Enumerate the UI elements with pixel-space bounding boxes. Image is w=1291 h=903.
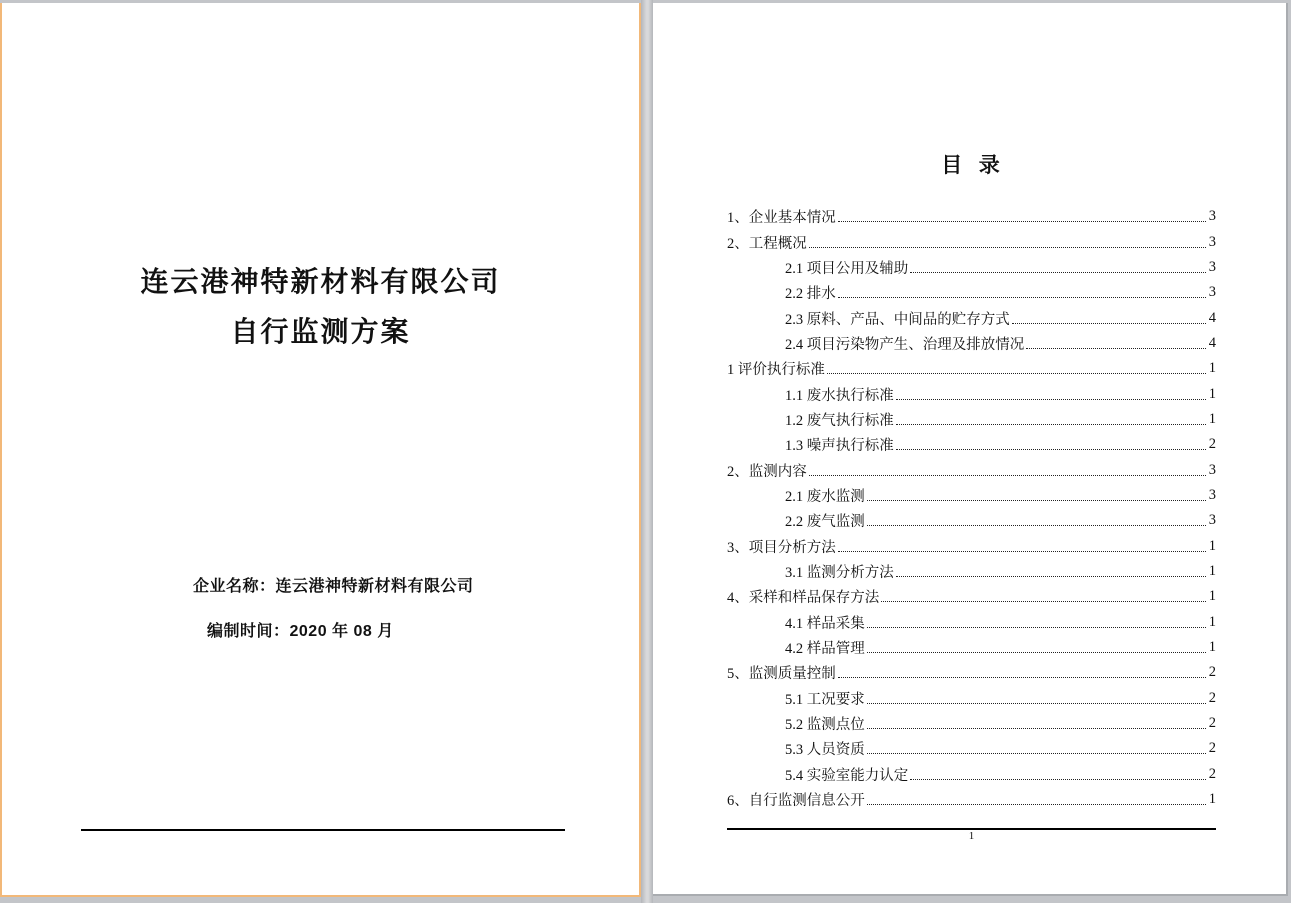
toc-entry-page: 3 [1208, 258, 1216, 275]
toc-dot-leader [827, 373, 1206, 374]
toc-dot-leader [881, 601, 1206, 602]
toc-entry-page: 3 [1208, 208, 1216, 225]
toc-dot-leader [809, 247, 1206, 248]
toc-entry-label: 1、企业基本情况 [727, 210, 836, 227]
toc-entry[interactable] [727, 483, 1216, 508]
toc-entry-label: 2.2 废气监测 [785, 514, 865, 531]
cover-title-block [2, 258, 639, 358]
toc-entry-label: 2.4 项目污染物产生、治理及排放情况 [785, 336, 1025, 353]
toc-entry[interactable] [727, 660, 1216, 685]
toc-entry-label: 4、采样和样品保存方法 [727, 590, 880, 607]
toc-entry-label: 1.1 废水执行标准 [785, 387, 894, 404]
cover-footer-rule [81, 829, 565, 831]
toc-entry-page: 3 [1208, 461, 1216, 478]
toc-dot-leader [838, 297, 1206, 298]
toc-entry-label: 2.3 原料、产品、中间品的贮存方式 [785, 311, 1010, 328]
toc-entry-page: 2 [1208, 664, 1216, 681]
toc-entry-page: 2 [1208, 689, 1216, 706]
toc-entry-label: 6、自行监测信息公开 [727, 793, 865, 810]
toc-entry[interactable] [727, 457, 1216, 482]
toc-entry[interactable] [727, 610, 1216, 635]
toc-entry[interactable] [727, 356, 1216, 381]
cover-page [0, 3, 641, 897]
toc-entry-page: 4 [1208, 334, 1216, 351]
toc-entry-page: 2 [1208, 740, 1216, 757]
toc-entry[interactable] [727, 559, 1216, 584]
toc-entry[interactable] [727, 229, 1216, 254]
toc-dot-leader [1012, 323, 1206, 324]
toc-entry-page: 1 [1208, 588, 1216, 605]
toc-entry-label: 4.2 样品管理 [785, 641, 865, 658]
toc-entry-label: 2.1 项目公用及辅助 [785, 260, 909, 277]
toc-dot-leader [809, 475, 1206, 476]
toc-entry[interactable] [727, 305, 1216, 330]
toc-entry-label: 1.3 噪声执行标准 [785, 438, 894, 455]
page-gutter [641, 0, 653, 903]
toc-entry[interactable] [727, 508, 1216, 533]
toc-entry-page: 3 [1208, 512, 1216, 529]
toc-entry-label: 5、监测质量控制 [727, 666, 836, 683]
toc-dot-leader [896, 399, 1206, 400]
toc-entry-page: 1 [1208, 613, 1216, 630]
toc-entry[interactable] [727, 204, 1216, 229]
toc-dot-leader [910, 272, 1206, 273]
toc-entry-page: 3 [1208, 284, 1216, 301]
compile-date-line: 编制时间：2020 年 08 月 [207, 623, 394, 640]
toc-dot-leader [867, 627, 1206, 628]
toc-entry-page: 1 [1208, 385, 1216, 402]
toc-entry-page: 3 [1208, 233, 1216, 250]
toc-dot-leader [867, 500, 1206, 501]
toc-dot-leader [1026, 348, 1206, 349]
toc-entry[interactable] [727, 331, 1216, 356]
document-title-line1: 连云港神特新材料有限公司 [140, 267, 501, 298]
document-title-line2: 自行监测方案 [230, 317, 411, 348]
toc-dot-leader [867, 804, 1206, 805]
toc-dot-leader [867, 525, 1206, 526]
toc-entry-label: 2.1 废水监测 [785, 488, 865, 505]
toc-entry-label: 3.1 监测分析方法 [785, 564, 894, 581]
toc-entry[interactable] [727, 584, 1216, 609]
toc-entry-page: 1 [1208, 537, 1216, 554]
toc-entry-label: 1.2 废气执行标准 [785, 412, 894, 429]
toc-dot-leader [867, 728, 1206, 729]
toc-dot-leader [910, 779, 1206, 780]
toc-dot-leader [867, 652, 1206, 653]
toc-dot-leader [867, 703, 1206, 704]
toc-entry[interactable] [727, 711, 1216, 736]
toc-entry-label: 5.3 人员资质 [785, 742, 865, 759]
toc-entry-label: 5.4 实验室能力认定 [785, 767, 909, 784]
toc-entry-label: 2.2 排水 [785, 286, 836, 303]
toc-entry-label: 1 评价执行标准 [727, 362, 825, 379]
toc-entry[interactable] [727, 787, 1216, 812]
toc-entry-page: 1 [1208, 791, 1216, 808]
toc-entry[interactable] [727, 635, 1216, 660]
toc-entry-page: 2 [1208, 715, 1216, 732]
page-number: 1 [968, 830, 975, 842]
toc-dot-leader [838, 551, 1206, 552]
toc-entry-label: 4.1 样品采集 [785, 615, 865, 632]
toc-dot-leader [896, 424, 1206, 425]
toc-entry-page: 1 [1208, 639, 1216, 656]
toc-entry-label: 2、监测内容 [727, 463, 807, 480]
toc-entry[interactable] [727, 407, 1216, 432]
toc-dot-leader [838, 221, 1206, 222]
toc-entry-page: 1 [1208, 562, 1216, 579]
toc-page [653, 3, 1288, 896]
toc-heading: 目 录 [941, 153, 1002, 177]
toc-entry[interactable] [727, 533, 1216, 558]
toc-entry-label: 3、项目分析方法 [727, 539, 836, 556]
toc-entry[interactable] [727, 762, 1216, 787]
toc-entry-page: 3 [1208, 486, 1216, 503]
company-name-line: 企业名称：连云港神特新材料有限公司 [193, 578, 474, 595]
toc-dot-leader [867, 753, 1206, 754]
toc-dot-leader [896, 449, 1206, 450]
toc-entry[interactable] [727, 736, 1216, 761]
toc-entry-page: 4 [1208, 309, 1216, 326]
toc-dot-leader [838, 677, 1206, 678]
toc-entry-page: 1 [1208, 410, 1216, 427]
toc-entry[interactable] [727, 280, 1216, 305]
toc-entry[interactable] [727, 381, 1216, 406]
toc-entry-page: 2 [1208, 436, 1216, 453]
toc-list [727, 204, 1216, 812]
toc-entry[interactable] [727, 686, 1216, 711]
toc-entry-label: 2、工程概况 [727, 235, 807, 252]
toc-entry[interactable] [727, 255, 1216, 280]
toc-entry-label: 5.1 工况要求 [785, 691, 865, 708]
toc-entry-page: 2 [1208, 765, 1216, 782]
toc-entry-page: 1 [1208, 360, 1216, 377]
toc-entry-label: 5.2 监测点位 [785, 717, 865, 734]
toc-dot-leader [896, 576, 1206, 577]
toc-entry[interactable] [727, 432, 1216, 457]
